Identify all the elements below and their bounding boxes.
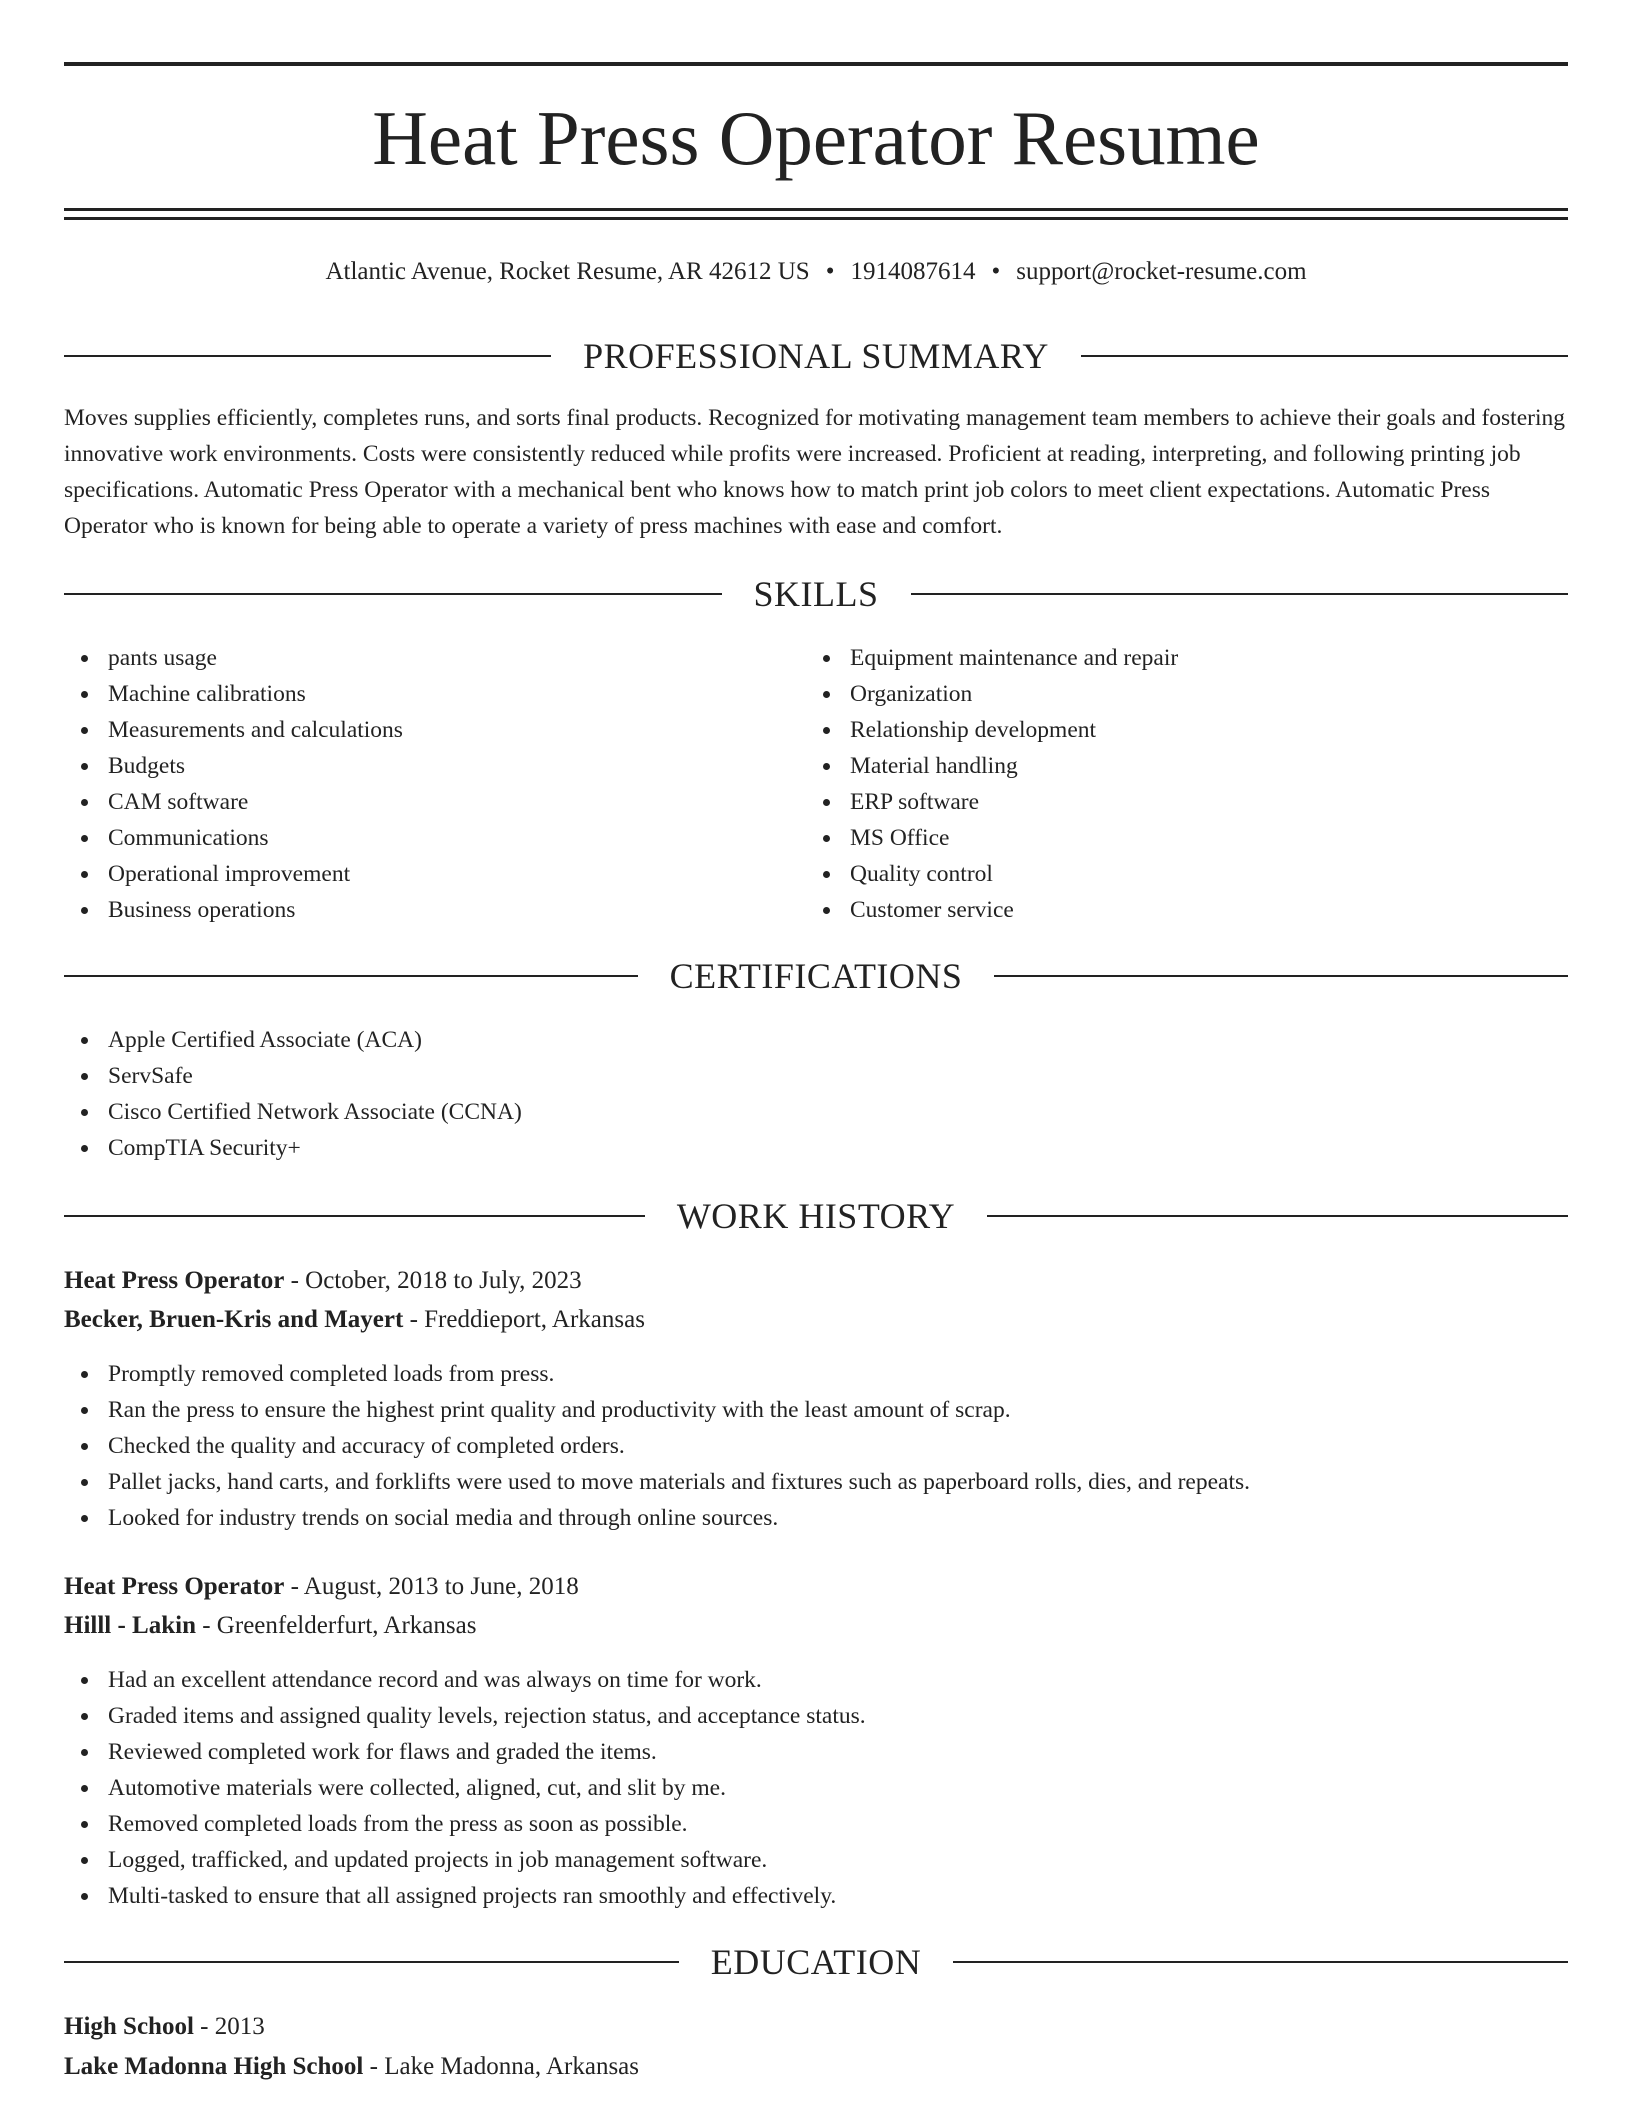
section-header-certifications xyxy=(64,954,1568,998)
section-title-work-history: WORK HISTORY xyxy=(676,1196,956,1236)
skill-item: MS Office xyxy=(806,820,1566,856)
resume-title: Heat Press Operator Resume xyxy=(372,95,1260,181)
skill-item: Measurements and calculations xyxy=(64,712,764,748)
job-duty: Ran the press to ensure the highest print quality and productivity with the least amount of scrap. xyxy=(64,1392,1568,1428)
certification-item: CompTIA Security+ xyxy=(64,1130,1568,1166)
contact-separator: • xyxy=(991,258,1001,285)
education-school: Lake Madonna High School xyxy=(64,2053,364,2080)
job-duty: Had an excellent attendance record and was always on time for work. xyxy=(64,1662,1568,1698)
job-duty: Graded items and assigned quality levels, rejection status, and acceptance status. xyxy=(64,1698,1568,1734)
section-rule-left xyxy=(64,355,551,357)
contact-email: support@rocket-resume.com xyxy=(1016,258,1307,285)
job-duty: Removed completed loads from the press as soon as possible. xyxy=(64,1806,1568,1842)
section-rule-right xyxy=(994,975,1568,977)
section-rule-right xyxy=(911,593,1569,595)
section-header-work-history xyxy=(64,1194,1568,1238)
skill-item: Communications xyxy=(64,820,764,856)
job-duty: Reviewed completed work for flaws and graded the items. xyxy=(64,1734,1568,1770)
contact-phone: 1914087614 xyxy=(850,258,976,285)
education-location: - Lake Madonna, Arkansas xyxy=(363,2053,640,2080)
section-rule-right xyxy=(1081,355,1568,357)
title-double-rule xyxy=(64,208,1568,220)
education-year: - 2013 xyxy=(193,2013,265,2040)
section-header-skills xyxy=(64,572,1568,616)
certification-item: ServSafe xyxy=(64,1058,1568,1094)
job-company: Becker, Bruen-Kris and Mayert xyxy=(64,1306,404,1333)
job-company-line xyxy=(64,1607,1568,1645)
section-rule-right xyxy=(953,1961,1568,1963)
certification-item: Cisco Certified Network Associate (CCNA) xyxy=(64,1094,1568,1130)
skill-item: Equipment maintenance and repair xyxy=(806,640,1566,676)
certification-item: Apple Certified Associate (ACA) xyxy=(64,1022,1568,1058)
job-duty: Looked for industry trends on social media and through online sources. xyxy=(64,1500,1568,1536)
skill-item: Budgets xyxy=(64,748,764,784)
job-location: - Greenfelderfurt, Arkansas xyxy=(195,1612,477,1639)
section-header-education xyxy=(64,1940,1568,1984)
job-duty: Checked the quality and accuracy of completed orders. xyxy=(64,1428,1568,1464)
skill-item: Material handling xyxy=(806,748,1566,784)
skill-item: Quality control xyxy=(806,856,1566,892)
job-duty: Automotive materials were collected, aligned, cut, and slit by me. xyxy=(64,1770,1568,1806)
education-school-line xyxy=(64,2048,1568,2086)
summary-text: Moves supplies efficiently, completes runs, and sorts final products. Recognized for motivating management team members to achieve their goals and fostering innovative work environments. Costs were consistently reduced while profits were increased. Proficient at reading, interpreting, and following printing job specifications. Automatic Press Operator with a mechanical bent who knows how to match print job colors to meet client expectations. Automatic Press Operator who is known for being able to operate a variety of press machines with ease and comfort. xyxy=(64,405,1565,539)
skill-item: Customer service xyxy=(806,892,1566,928)
skill-item: ERP software xyxy=(806,784,1566,820)
job-dates: - August, 2013 to June, 2018 xyxy=(284,1573,579,1600)
job-duty: Promptly removed completed loads from press. xyxy=(64,1356,1568,1392)
job-title: Heat Press Operator xyxy=(64,1267,285,1294)
section-rule-left xyxy=(64,1961,679,1963)
job-duties-list xyxy=(64,1662,1568,1914)
skill-item: Relationship development xyxy=(806,712,1566,748)
contact-line xyxy=(64,254,1568,290)
skill-item: CAM software xyxy=(64,784,764,820)
section-rule-left xyxy=(64,593,722,595)
job-title-line xyxy=(64,1568,1568,1606)
education-degree-line xyxy=(64,2008,1568,2046)
section-header-summary xyxy=(64,334,1568,378)
contact-address: Atlantic Avenue, Rocket Resume, AR 42612 US xyxy=(325,258,810,285)
job-title: Heat Press Operator xyxy=(64,1573,285,1600)
section-rule-left xyxy=(64,975,638,977)
skill-item: Organization xyxy=(806,676,1566,712)
section-title-certifications: CERTIFICATIONS xyxy=(669,956,963,996)
skill-item: pants usage xyxy=(64,640,764,676)
job-company: Hilll - Lakin xyxy=(64,1612,196,1639)
skills-list-right xyxy=(806,640,1566,928)
section-title-skills: SKILLS xyxy=(753,574,879,614)
section-title-summary: PROFESSIONAL SUMMARY xyxy=(583,336,1049,376)
top-rule xyxy=(64,62,1568,66)
skill-item: Business operations xyxy=(64,892,764,928)
education-degree: High School xyxy=(64,2013,194,2040)
section-rule-left xyxy=(64,1215,645,1217)
section-rule-right xyxy=(987,1215,1568,1217)
job-duty: Pallet jacks, hand carts, and forklifts were used to move materials and fixtures such as paperboard rolls, dies, and repeats. xyxy=(64,1464,1568,1500)
job-company-line xyxy=(64,1301,1568,1339)
contact-separator: • xyxy=(825,258,835,285)
section-title-education: EDUCATION xyxy=(710,1942,922,1982)
certifications-list xyxy=(64,1022,1568,1166)
skill-item: Operational improvement xyxy=(64,856,764,892)
job-dates: - October, 2018 to July, 2023 xyxy=(284,1267,582,1294)
job-duties-list xyxy=(64,1356,1568,1536)
job-duty: Multi-tasked to ensure that all assigned projects ran smoothly and effectively. xyxy=(64,1878,1568,1914)
job-location: - Freddieport, Arkansas xyxy=(403,1306,645,1333)
skill-item: Machine calibrations xyxy=(64,676,764,712)
job-title-line xyxy=(64,1262,1568,1300)
skills-list-left xyxy=(64,640,764,928)
job-duty: Logged, trafficked, and updated projects in job management software. xyxy=(64,1842,1568,1878)
